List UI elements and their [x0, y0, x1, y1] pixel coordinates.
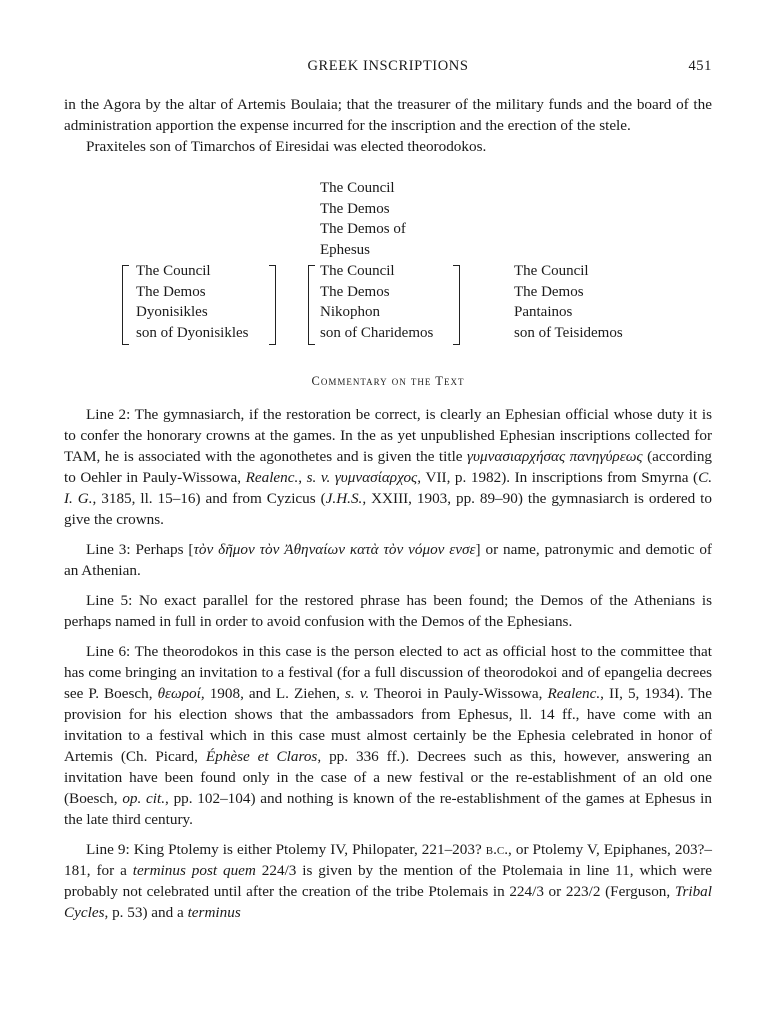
- dedication-right: [514, 261, 623, 343]
- commentary-line-6: Line 6: The theorodokos in this case is the person elected to act as official host to the committee that has come bringing an invitation to a festival (for a full discussion of theorodokoi and of epangelia decrees see P. Boesch, θεωροί, 1908, and L. Ziehen, s. v. Theoroi in Pauly-Wissowa, Realenc., II, 5, 1934). The provision for his election shows that the ambassadors from Ephesus, ll. 14 ff., have come with an invitation to a festival which in this case must almost certainly be the Ephesia celebrated in honor of Artemis (Ch. Picard, Éphèse et Claros, pp. 336 ff.). Decrees such as this, however, answering an invitation have been found only in the case of a new festival or the re-establishment of an old one (Boesch, op. cit., pp. 102–104) and nothing is known of the re-establishment of the games at Ephesus in the late third century.: [64, 643, 712, 828]
- commentary: [64, 404, 712, 932]
- dedication-middle: [320, 261, 433, 343]
- dedication-line: Nikophon: [320, 304, 380, 320]
- dedication-line: The Council: [514, 263, 589, 279]
- paragraph: in the Agora by the altar of Artemis Boulaia; that the treasurer of the military funds and the board of the administration apportion the expense incurred for the inscription and the erection of the stele.: [64, 96, 712, 134]
- dedication-line: The Demos: [320, 200, 390, 217]
- dedication-line: son of Dyonisikles: [136, 324, 249, 341]
- dedication-line: Dyonisikles: [136, 304, 208, 320]
- dedication-line: The Demos: [514, 283, 584, 300]
- dedication-line: Pantainos: [514, 304, 573, 320]
- dedication-line: The Demos: [136, 283, 206, 300]
- commentary-line-5: Line 5: No exact parallel for the restored phrase has been found; the Demos of the Athenians is perhaps named in full in order to avoid confusion with the Demos of the Ephesians.: [64, 592, 712, 630]
- dedication-line: The Demos: [320, 283, 390, 300]
- commentary-line-2: Line 2: The gymnasiarch, if the restoration be correct, is clearly an Ephesian official whose duty it is to confer the honorary crowns at the games. In the as yet unpublished Ephesian inscriptions collected for TAM, he is associated with the agonothetes and is given the title γυμνασιαρχήσας πανηγύρεως (according to Oehler in Pauly-Wissowa, Realenc., s. v. γυμνασίαρχος, VII, p. 1982). In inscriptions from Smyrna (C. I. G., 3185, ll. 15–16) and from Cyzicus (J.H.S., XXIII, 1903, pp. 89–90) the gymnasiarch is ordered to give the crowns.: [64, 406, 713, 528]
- page-number: 451: [688, 58, 712, 74]
- commentary-line-3: Line 3: Perhaps [τὸν δῆμον τὸν Ἀθηναίων κατὰ τὸν νόμον ενσε] or name, patronymic and demotic of an Athenian.: [64, 541, 712, 579]
- dedication-line: The Council: [320, 263, 395, 279]
- paragraph: Praxiteles son of Timarchos of Eiresidai was elected theorodokos.: [86, 138, 487, 155]
- bracket-left: [122, 265, 129, 345]
- dedication-line: son of Teisidemos: [514, 324, 623, 341]
- dedication-left: [136, 261, 249, 343]
- bracket-left: [308, 265, 315, 345]
- dedication-line: The Council: [136, 263, 211, 279]
- bracket-right: [269, 265, 276, 345]
- intro-text: [64, 94, 712, 157]
- running-title: GREEK INSCRIPTIONS: [307, 58, 469, 74]
- dedication-line: The Demos of: [320, 221, 406, 237]
- commentary-heading: Commentary on the Text: [311, 374, 465, 388]
- commentary-line-9: Line 9: King Ptolemy is either Ptolemy IV, Philopater, 221–203? b.c., or Ptolemy V, Epiphanes, 203?–181, for a terminus post quem 224/3 is given by the mention of the Ptolemaia in line 11, which were probably not celebrated until after the creation of the tribe Ptolemais in 224/3 or 223/2 (Ferguson, Tribal Cycles, p. 53) and a terminus: [64, 841, 712, 921]
- running-head: [64, 58, 712, 80]
- dedication-top: [320, 178, 406, 260]
- dedication-line: The Council: [320, 180, 395, 196]
- bracket-right: [453, 265, 460, 345]
- dedication-line: Ephesus: [320, 241, 370, 258]
- dedication-line: son of Charidemos: [320, 324, 434, 341]
